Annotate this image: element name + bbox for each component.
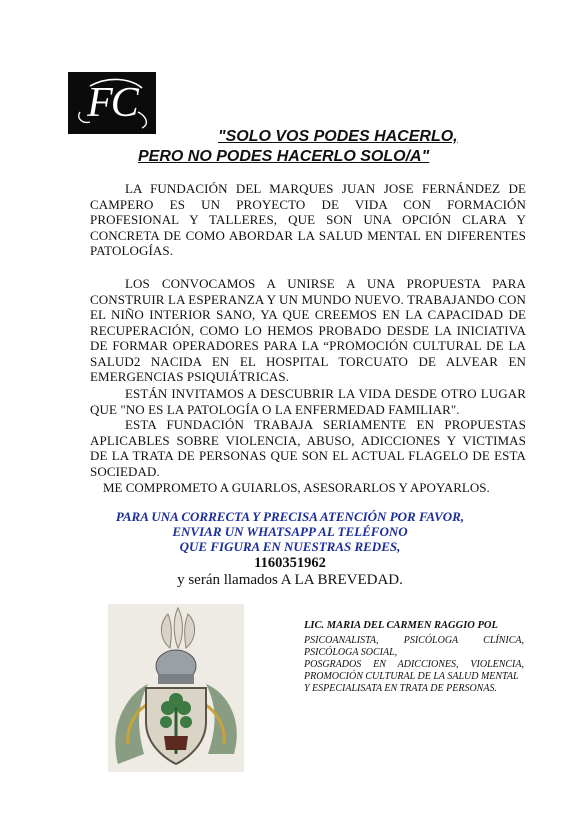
fc-logo	[68, 72, 156, 134]
signature-title-line: PSICOANALISTA, PSICÓLOGA CLÍNICA, PSICÓLOGA SOCIAL,	[304, 635, 524, 658]
slogan-line-1: "SOLO VOS PODES HACERLO,	[218, 128, 458, 145]
contact-line-3: QUE FIGURA EN NUESTRAS REDES,	[179, 539, 401, 554]
phone-number: 1160351962	[254, 555, 326, 571]
closing-line: y serán llamados A LA BREVEDAD.	[177, 572, 403, 588]
paragraph-discover: ESTÁN INVITAMOS A DESCUBRIR LA VIDA DESDE OTRO LUGAR QUE "NO ES LA PATOLOGÍA O LA ENFERMEDAD FAMILIAR".	[90, 386, 526, 417]
signature-title-line: POSGRADOS EN ADICCIONES, VIOLENCIA, PROMOCIÓN CULTURAL DE LA SALUD MENTAL	[304, 659, 524, 682]
contact-line-1: PARA UNA CORRECTA Y PRECISA ATENCIÓN POR FAVOR,	[115, 509, 465, 524]
slogan-line-2: PERO NO PODES HACERLO SOLO/A"	[138, 148, 430, 165]
paragraph-invitation: LOS CONVOCAMOS A UNIRSE A UNA PROPUESTA PARA CONSTRUIR LA ESPERANZA Y UN MUNDO NUEVO. TRABAJANDO CON EL NIÑO INTERIOR SANO, YA QUE CREEMOS EN LA CAPACIDAD DE RECUPERACIÓN, COMO LO HEMOS PROBADO DESDE LA INICIATIVA DE FORMAR OPERADORES PARA LA “PROMOCIÓN CULTURAL DE LA SALUD2 NACIDA EN EL HOSPITAL TORCUATO DE ALVEAR EN EMERGENCIAS PSIQUIÁTRICAS.	[90, 276, 526, 384]
paragraph-work: ESTA FUNDACIÓN TRABAJA SERIAMENTE EN PROPUESTAS APLICABLES SOBRE VIOLENCIA, ABUSO, ADICCIONES Y VICTIMAS DE LA TRATA DE PERSONAS QUE SON EL ACTUAL FLAGELO DE ESTA SOCIEDAD.	[90, 417, 526, 479]
signature-title-line: Y ESPECIALISATA EN TRATA DE PERSONAS.	[304, 683, 497, 694]
signature-name: LIC. MARIA DEL CARMEN RAGGIO POL	[304, 620, 498, 631]
coat-of-arms-image	[108, 604, 244, 772]
signature-block	[304, 620, 524, 695]
logo-flourish-icon	[68, 72, 156, 134]
logo-text: FC	[87, 80, 137, 126]
contact-line-2: ENVIAR UN WHATSAPP AL TELÉFONO	[172, 524, 408, 539]
paragraph-commitment: ME COMPROMETO A GUIARLOS, ASESORARLOS Y APOYARLOS.	[103, 480, 490, 495]
paragraph-intro: LA FUNDACIÓN DEL MARQUES JUAN JOSE FERNÁNDEZ DE CAMPERO ES UN PROYECTO DE VIDA CON FORMACIÓN PROFESIONAL Y TALLERES, QUE SON UNA OPCIÓN CLARA Y CONCRETA DE COMO ABORDAR LA SALUD MENTAL EN DIFERENTES PATOLOGÍAS.	[90, 181, 526, 258]
